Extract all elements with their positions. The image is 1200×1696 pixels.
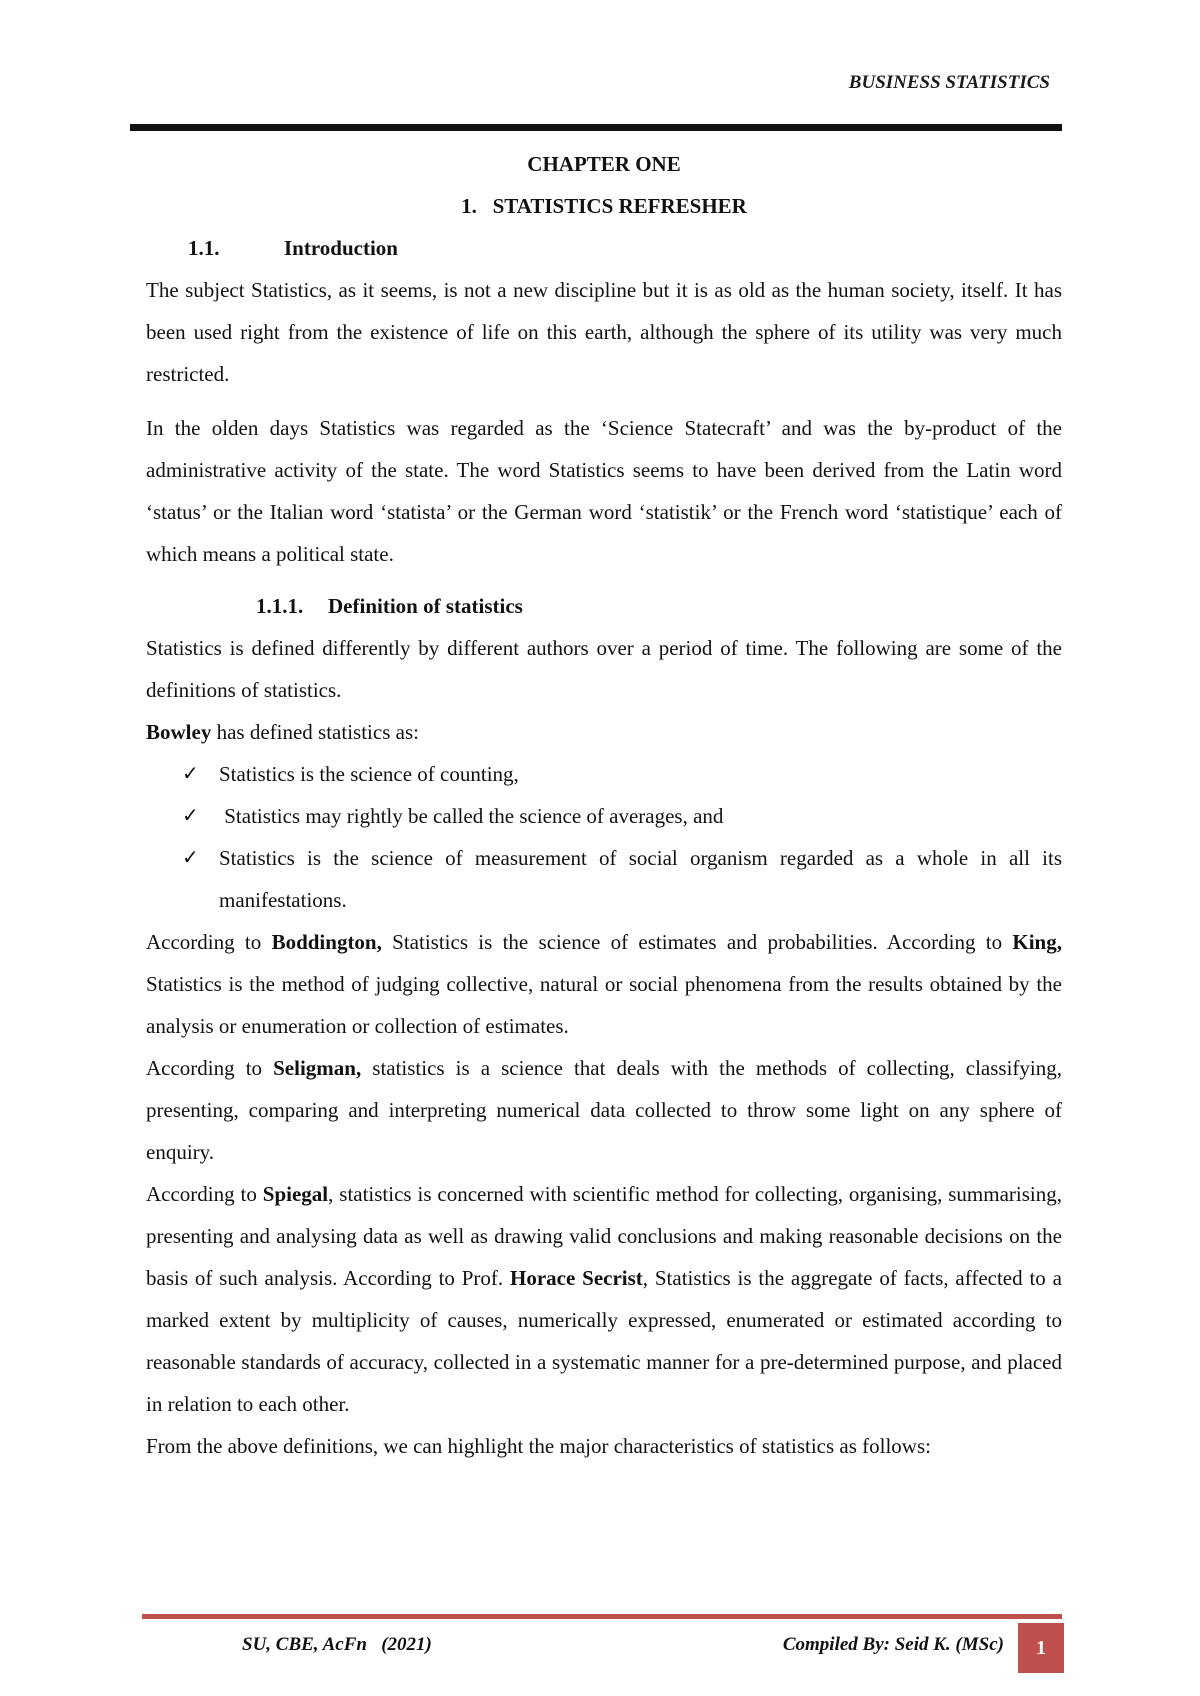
checkmark-icon: ✓ [182,763,199,785]
running-header-title: BUSINESS STATISTICS [848,72,1050,93]
header-rule [130,124,1062,131]
subsection-title: Definition of statistics [328,594,523,618]
seligman-prefix: According to [146,1056,274,1080]
boddington-king-paragraph [146,921,1062,1047]
seligman-paragraph [146,1047,1062,1173]
section-heading [146,227,1062,269]
boddington-text: Statistics is the science of estimates and probabilities. According to [381,930,1013,954]
list-item-text: Statistics is the science of counting, [219,762,519,786]
list-item [146,837,1062,921]
intro-paragraph-1: The subject Statistics, as it seems, is not a new discipline but it is as old as the human society, itself. It has been used right from the existence of life on this earth, although the sphere of its utility was very much restricted. [146,278,1062,386]
list-item [146,795,1062,837]
king-text: Statistics is the method of judging collective, natural or social phenomena from the results obtained by the analysis or enumeration or collection of estimates. [146,972,1062,1038]
checkmark-icon: ✓ [182,847,199,869]
section-number: 1.1. [188,236,220,260]
chapter-title: 1. STATISTICS REFRESHER [461,194,747,218]
king-name: King, [1012,930,1062,954]
seligman-text: statistics is a science that deals with the methods of collecting, classifying, presenting, comparing and interpreting numerical data collected to throw some light on any sphere of enquiry. [146,1056,1062,1164]
bowley-paragraph [146,711,1062,753]
definitions-intro-paragraph: Statistics is defined differently by different authors over a period of time. The following are some of the definitions of statistics. [146,636,1062,702]
list-item-text: Statistics may rightly be called the science of averages, and [219,804,724,828]
footer-author: Compiled By: Seid K. (MSc) [782,1634,1004,1655]
page-body [146,143,1062,1467]
spiegal-secrist-paragraph [146,1173,1062,1425]
secrist-name: Horace Secrist [510,1266,643,1290]
boddington-name: Boddington, [271,930,382,954]
boddington-prefix: According to [146,930,272,954]
secrist-text: , Statistics is the aggregate of facts, affected to a marked extent by multiplicity of causes, numerically expressed, enumerated or estimated according to reasonable standards of accuracy, collected in a systematic manner for a pre-determined purpose, and placed in relation to each other. [146,1266,1062,1416]
section-title: Introduction [284,236,398,260]
list-item [146,753,1062,795]
bowley-text: has defined statistics as: [211,720,419,744]
spiegal-name: Spiegal [262,1182,329,1206]
bowley-name: Bowley [146,720,212,744]
list-item-text: Statistics is the science of measurement of social organism regarded as a whole in all its manifestations. [219,846,1062,912]
subsection-number: 1.1.1. [256,594,304,618]
seligman-name: Seligman, [273,1056,362,1080]
chapter-label: CHAPTER ONE [527,152,681,176]
bowley-definition-list [146,753,1062,921]
spiegal-prefix: According to [146,1182,263,1206]
closing-paragraph: From the above definitions, we can highlight the major characteristics of statistics as follows: [146,1434,931,1458]
spiegal-text: , statistics is concerned with scientific method for collecting, organising, summarising, presenting and analysing data as well as drawing valid conclusions and making reasonable decisions on the basis of such analysis. According to Prof. [146,1182,1062,1290]
page-number: 1 [1018,1623,1064,1673]
footer-rule [142,1614,1062,1619]
checkmark-icon: ✓ [182,805,199,827]
footer-institution: SU, CBE, AcFn (2021) [242,1634,432,1655]
subsection-heading [146,585,1062,627]
intro-paragraph-2: In the olden days Statistics was regarded as the ‘Science Statecraft’ and was the by-product of the administrative activity of the state. The word Statistics seems to have been derived from the Latin word ‘status’ or the Italian word ‘statista’ or the German word ‘statistik’ or the French word ‘statistique’ each of which means a political state. [146,416,1062,566]
